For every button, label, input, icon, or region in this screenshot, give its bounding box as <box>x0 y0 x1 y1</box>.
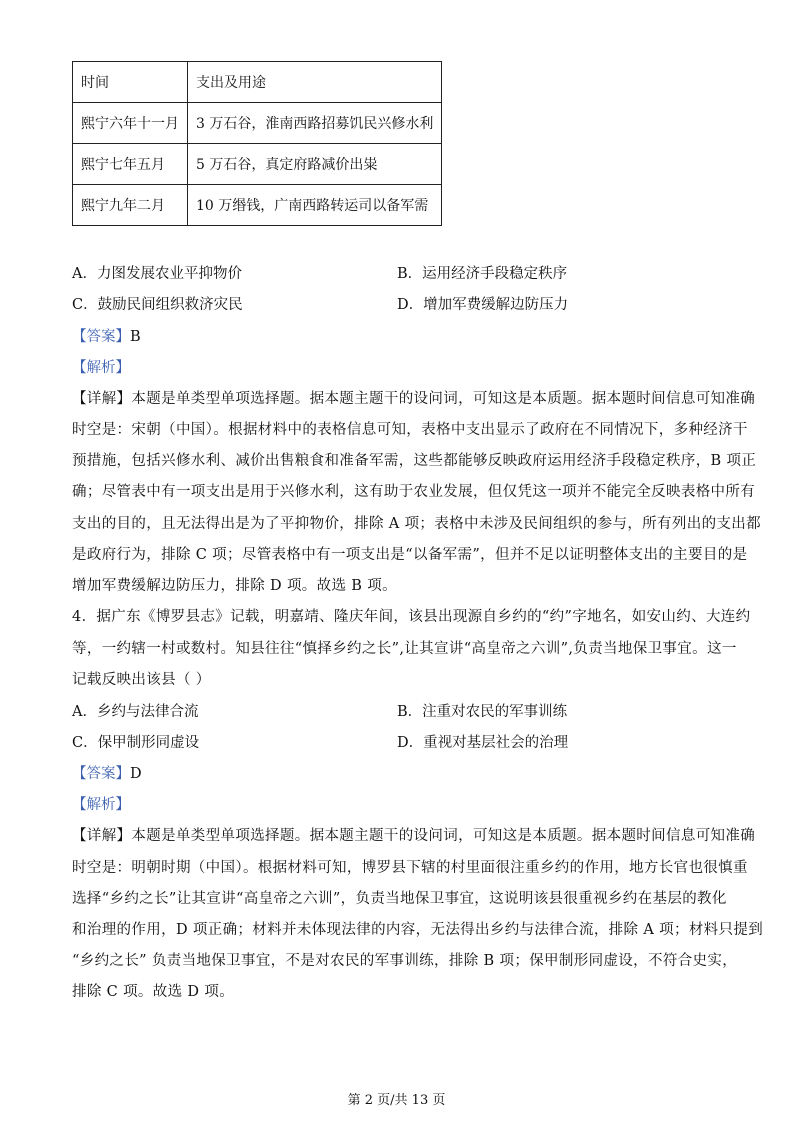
table-header-cell: 时间 <box>73 62 188 103</box>
q3-option-a: A．力图发展农业平抑物价 <box>72 266 242 282</box>
answer-label: 【答案】 <box>72 766 130 782</box>
q4-option-c: C．保甲制形同虚设 <box>72 735 200 751</box>
q3-answer <box>72 327 722 347</box>
q3-detail-line: 预措施，包括兴修水利、减价出售粮食和准备军需，这些都能够反映政府运用经济手段稳定秩序，B 项正 <box>72 453 757 469</box>
q4-stem-line: 4．据广东《博罗县志》记载，明嘉靖、隆庆年间，该县出现源自乡约的“约”字地名，如安山约、大连约 <box>72 609 751 625</box>
q4-option-d: D．重视对基层社会的治理 <box>397 735 569 751</box>
q4-answer <box>72 764 722 784</box>
table-row <box>73 144 442 185</box>
q4-detail-line: 选择“乡约之长”让其宣讲“高皇帝之六训”，负责当地保卫事宜，这说明该县很重视乡约在基层的教化 <box>72 891 727 907</box>
q4-option-b: B．注重对农民的军事训练 <box>397 704 568 720</box>
table-cell: 熙宁九年二月 <box>73 185 188 226</box>
q4-option-a: A．乡约与法律合流 <box>72 704 199 720</box>
q4-detail-line: 排除 C 项。故选 D 项。 <box>72 984 235 1000</box>
q3-detail-line: 增加军费缓解边防压力，排除 D 项。故选 B 项。 <box>72 578 397 594</box>
q3-option-c: C．鼓励民间组织救济灾民 <box>72 297 243 313</box>
q3-option-b: B．运用经济手段稳定秩序 <box>397 266 568 282</box>
q4-detail-line: 和治理的作用，D 项正确；材料并未体现法律的内容，无法得出乡约与法律合流，排除 A 项；材料只提到 <box>72 922 764 938</box>
table-row <box>73 185 442 226</box>
q4-analysis-label: 【解析】 <box>72 797 130 813</box>
table-row <box>73 103 442 144</box>
table-cell: 5 万石谷，真定府路减价出粜 <box>188 144 442 185</box>
q3-detail-line <box>72 389 756 409</box>
q3-detail-line: 时空是：宋朝（中国）。根据材料中的表格信息可知，表格中支出显示了政府在不同情况下，多种经济干 <box>72 422 748 438</box>
answer-value: D <box>130 766 142 782</box>
q4-stem-line: 等，一约辖一村或数村。知县往往“慎择乡约之长”,让其宣讲“高皇帝之六训”,负责当地保卫事宜。这一 <box>72 641 737 657</box>
detail-text: 本题是单类型单项选择题。据本题主题干的设问词，可知这是本质题。据本题时间信息可知准确 <box>131 828 756 844</box>
table-header-cell: 支出及用途 <box>188 62 442 103</box>
q3-option-d: D．增加军费缓解边防压力 <box>397 297 569 313</box>
q3-detail-line: 是政府行为，排除 C 项；尽管表格中有一项支出是“以备军需”，但并不足以证明整体支出的主要目的是 <box>72 547 748 563</box>
page-footer: 第 2 页/共 13 页 <box>347 1093 446 1108</box>
q4-detail-line <box>72 826 756 846</box>
q4-detail-line: “乡约之长” 负责当地保卫事宜，不是对农民的军事训练，排除 B 项；保甲制形同虚设，不符合史实， <box>72 953 738 969</box>
table-cell: 3 万石谷，淮南西路招募饥民兴修水利 <box>188 103 442 144</box>
answer-label: 【答案】 <box>72 329 130 345</box>
q3-detail-line: 支出的目的，且无法得出是为了平抑物价，排除 A 项；表格中未涉及民间组织的参与，所有列出的支出都 <box>72 516 761 532</box>
q4-stem-line: 记载反映出该县（ ） <box>72 672 211 688</box>
expenditure-table <box>72 61 442 226</box>
q3-detail-line: 确；尽管表中有一项支出是用于兴修水利，这有助于农业发展，但仅凭这一项并不能完全反映表格中所有 <box>72 484 756 500</box>
table-cell: 10 万缗钱，广南西路转运司以备军需 <box>188 185 442 226</box>
table-cell: 熙宁七年五月 <box>73 144 188 185</box>
detail-label: 【详解】 <box>72 391 132 407</box>
table-cell: 熙宁六年十一月 <box>73 103 188 144</box>
detail-label: 【详解】 <box>72 828 132 844</box>
q3-analysis-label: 【解析】 <box>72 360 130 376</box>
answer-value: B <box>130 329 141 345</box>
detail-text: 本题是单类型单项选择题。据本题主题干的设问词，可知这是本质题。据本题时间信息可知准确 <box>131 391 756 407</box>
table-header-row <box>73 62 442 103</box>
q4-detail-line: 时空是：明朝时期（中国）。根据材料可知，博罗县下辖的村里面很注重乡约的作用，地方长官也很慎重 <box>72 860 748 876</box>
